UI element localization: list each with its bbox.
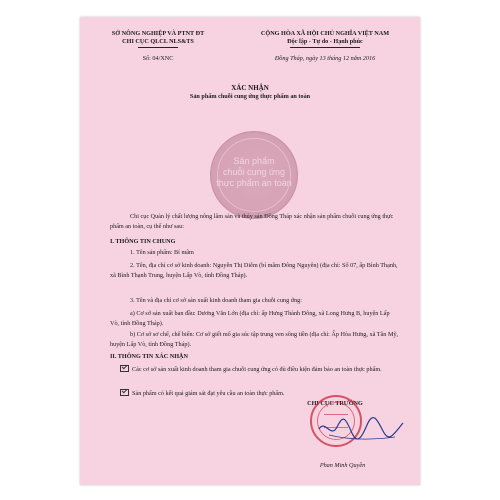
seal-line-2: chuỗi cung ứng: [222, 167, 286, 177]
confirmation-item-2-text: Sản phẩm có kết quả giám sát đạt yêu cầu an toàn thực phẩm.: [132, 390, 285, 397]
section-1-heading: I. THÔNG TIN CHUNG: [110, 238, 176, 245]
agency-parent: SỞ NÔNG NGHIỆP VÀ PTNT ĐT: [111, 30, 205, 37]
confirmation-item-1: [120, 365, 410, 375]
document-page: [80, 17, 420, 485]
motto: Độc lập - Tự do - Hạnh phúc: [287, 38, 363, 45]
checked-box-icon: [120, 365, 129, 372]
section-2-heading: II. THÔNG TIN XÁC NHẬN: [110, 353, 188, 360]
food-chain-seal: [210, 131, 298, 219]
signer-name: Phan Minh Quyền: [319, 462, 366, 469]
business-info: 2. Tên, địa chỉ cơ sở kinh doanh: Nguyễn Thị Diễm (bí mâm Đông Nguyên) (địa chỉ: Số 07, ấp Bình Thạnh, xã Bình Thạnh Trung, huyện Lấp Vò, tỉnh Đồng Tháp).: [110, 262, 398, 279]
seal-line-3: thực phẩm an toàn: [216, 178, 292, 188]
document-title: XÁC NHẬN: [231, 84, 269, 92]
primary-production: a) Cơ sở sản xuất ban đầu: Dương Văn Lớn (địa chỉ: ấp Hưng Thành Đông, xã Long Hưng B, huyện Lấp Vò, tỉnh Đồng Tháp).: [110, 310, 390, 327]
signer-title: CHI CỤC TRƯỞNG: [307, 400, 363, 407]
handwritten-signature: [315, 409, 410, 449]
checked-box-icon: [120, 389, 129, 396]
intro-paragraph: Chi cục Quản lý chất lượng nông lâm sản và thủy sản Đồng Tháp xác nhận sản phẩm chuỗi cung ứng thực phẩm an toàn, cụ thể như sau:: [110, 213, 394, 230]
seal-line-1: Sản phẩm: [233, 156, 275, 166]
confirmation-item-1-text: Các cơ sở sản xuất kinh doanh tham gia chuỗi cung ứng có đủ điều kiện đảm bảo an toàn thực phẩm.: [132, 366, 382, 373]
processing-facility: b) Cơ sở sơ chế, chế biến: Cơ sở giết mổ gia súc tập trung ven sông tiền (địa chỉ: Ấp Hòa Hưng, xã Tân Mỹ, huyện Lấp Vò, tỉnh Đồng Tháp).: [110, 331, 399, 348]
document-number: Số: 04/XNC: [142, 55, 174, 62]
chain-facilities-heading: 3. Tên và địa chỉ cơ sở sản xuất kinh doanh tham gia chuỗi cung ứng:: [130, 297, 302, 304]
agency-underline: [138, 47, 178, 48]
document-date: Đồng Tháp, ngày 13 tháng 12 năm 2016: [274, 55, 376, 62]
product-name: 1. Tên sản phẩm: Bí mâm: [130, 249, 194, 256]
agency-name: CHI CỤC QLCL NLS&TS: [122, 38, 194, 45]
motto-underline: [290, 47, 360, 48]
confirmation-item-2: [120, 389, 285, 397]
country-name: CỘNG HÒA XÃ HỘI CHỦ NGHĨA VIỆT NAM: [260, 30, 390, 37]
document-subtitle: Sản phẩm chuỗi cung ứng thực phẩm an toàn: [189, 93, 311, 100]
